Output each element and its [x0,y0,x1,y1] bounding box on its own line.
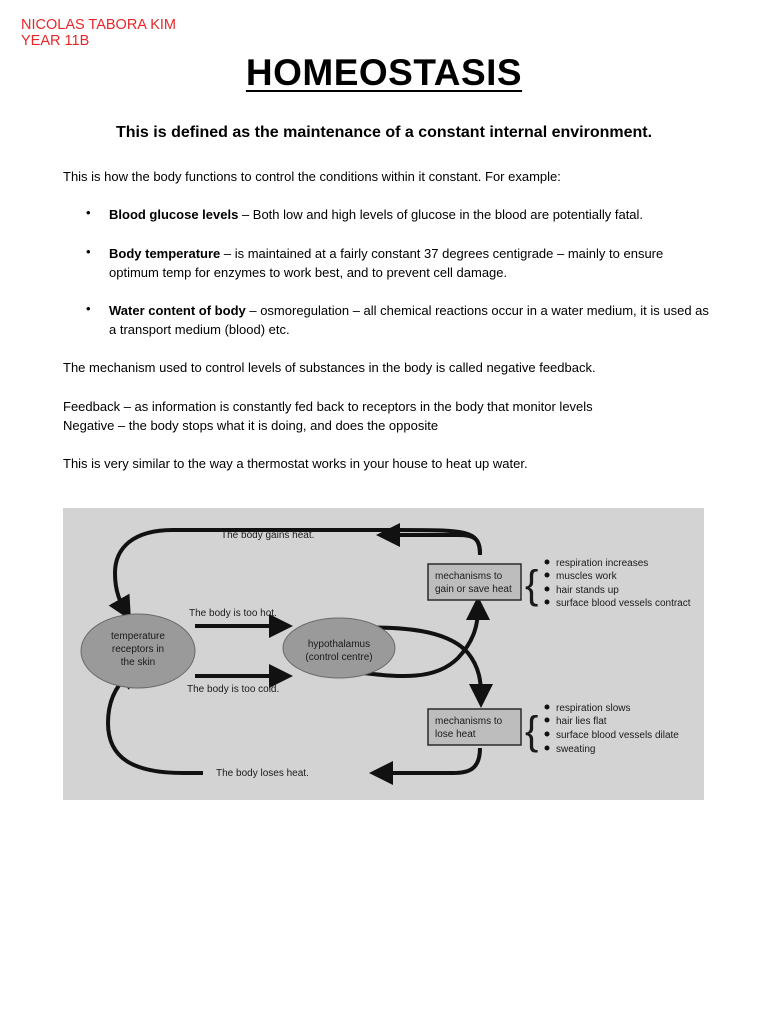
mechanism-paragraph: The mechanism used to control levels of substances in the body is called negative feedback. [63,360,596,375]
gain-item-2: muscles work [556,571,617,582]
lose-mechanism-list [545,703,680,755]
gain-item-3: hair stands up [556,585,619,596]
bullet-term: Body temperature [109,246,221,261]
list-bullet [545,573,550,578]
list-bullet [545,746,550,751]
lose-item-1: respiration slows [556,703,631,714]
bullet-dot: • [86,205,91,220]
lose-brace: { [525,709,539,753]
thermostat-paragraph: This is very similar to the way a thermostat works in your house to heat up water. [63,456,528,471]
list-bullet [545,560,550,565]
lose-item-4: sweating [556,744,596,755]
list-bullet [545,718,550,723]
feedback-line: Feedback – as information is constantly fed back to receptors in the body that monitor levels [63,399,593,414]
gain-brace: { [525,563,539,607]
lose-item-3: surface blood vessels dilate [556,730,679,741]
intro-paragraph: This is how the body functions to control the conditions within it constant. For example: [63,169,561,184]
gain-item-1: respiration increases [556,558,649,569]
bullet-text: – Both low and high levels of glucose in the blood are potentially fatal. [238,207,644,222]
receptors-label-1: temperature [111,631,165,642]
bullet-blood-glucose [109,205,709,224]
author-class: YEAR 11B [21,33,90,49]
bullet-water-content [109,301,709,339]
definition-subtitle: This is defined as the maintenance of a constant internal environment. [115,124,653,141]
lose-box-label-1: mechanisms to [435,716,503,727]
receptors-label-3: the skin [120,657,156,668]
hypothalamus-label-2: (control centre) [305,652,373,663]
arrow-lose-to-receptors [381,748,480,773]
bullet-term: Blood glucose levels [109,207,239,222]
lose-item-2: hair lies flat [556,716,607,727]
gain-item-4: surface blood vessels contract [556,598,691,609]
gain-box-label-2: gain or save heat [435,584,512,595]
page-title: HOMEOSTASIS [245,52,523,93]
bullet-term: Water content of body [109,303,246,318]
gain-box-label-1: mechanisms to [435,571,503,582]
receptors-label-2: receptors in [111,644,165,655]
list-bullet [545,705,550,710]
author-name: NICOLAS TABORA KIM [21,17,176,33]
hypothalamus-label-1: hypothalamus [307,639,371,650]
author-block [21,17,176,49]
lose-box-label-2: lose heat [435,729,476,740]
bullet-dot: • [86,244,91,259]
bullet-dot: • [86,301,91,316]
list-bullet [545,600,550,605]
homeostasis-diagram [63,508,704,800]
negative-line: Negative – the body stops what it is doing, and does the opposite [63,418,439,433]
list-bullet [545,732,550,737]
gains-heat-label: The body gains heat. [221,530,315,541]
too-hot-label: The body is too hot. [189,608,277,619]
too-cold-label: The body is too cold. [187,684,280,695]
gain-mechanism-list [545,558,691,609]
arrow-gains-heat [388,535,480,553]
diagram-svg [63,508,704,800]
bullet-text: – osmoregulation – all chemical reactions occur in a water medium, it is used as a transport medium (blood) etc. [109,303,709,337]
list-bullet [545,587,550,592]
arrow-gain-to-receptors [115,530,480,610]
loses-heat-label: The body loses heat. [216,768,309,779]
bullet-body-temperature [109,244,709,282]
bullet-text: – is maintained at a fairly constant 37 degrees centigrade – mainly to ensure optimum temp for enzymes to work best, and to prevent cell damage. [109,246,664,280]
